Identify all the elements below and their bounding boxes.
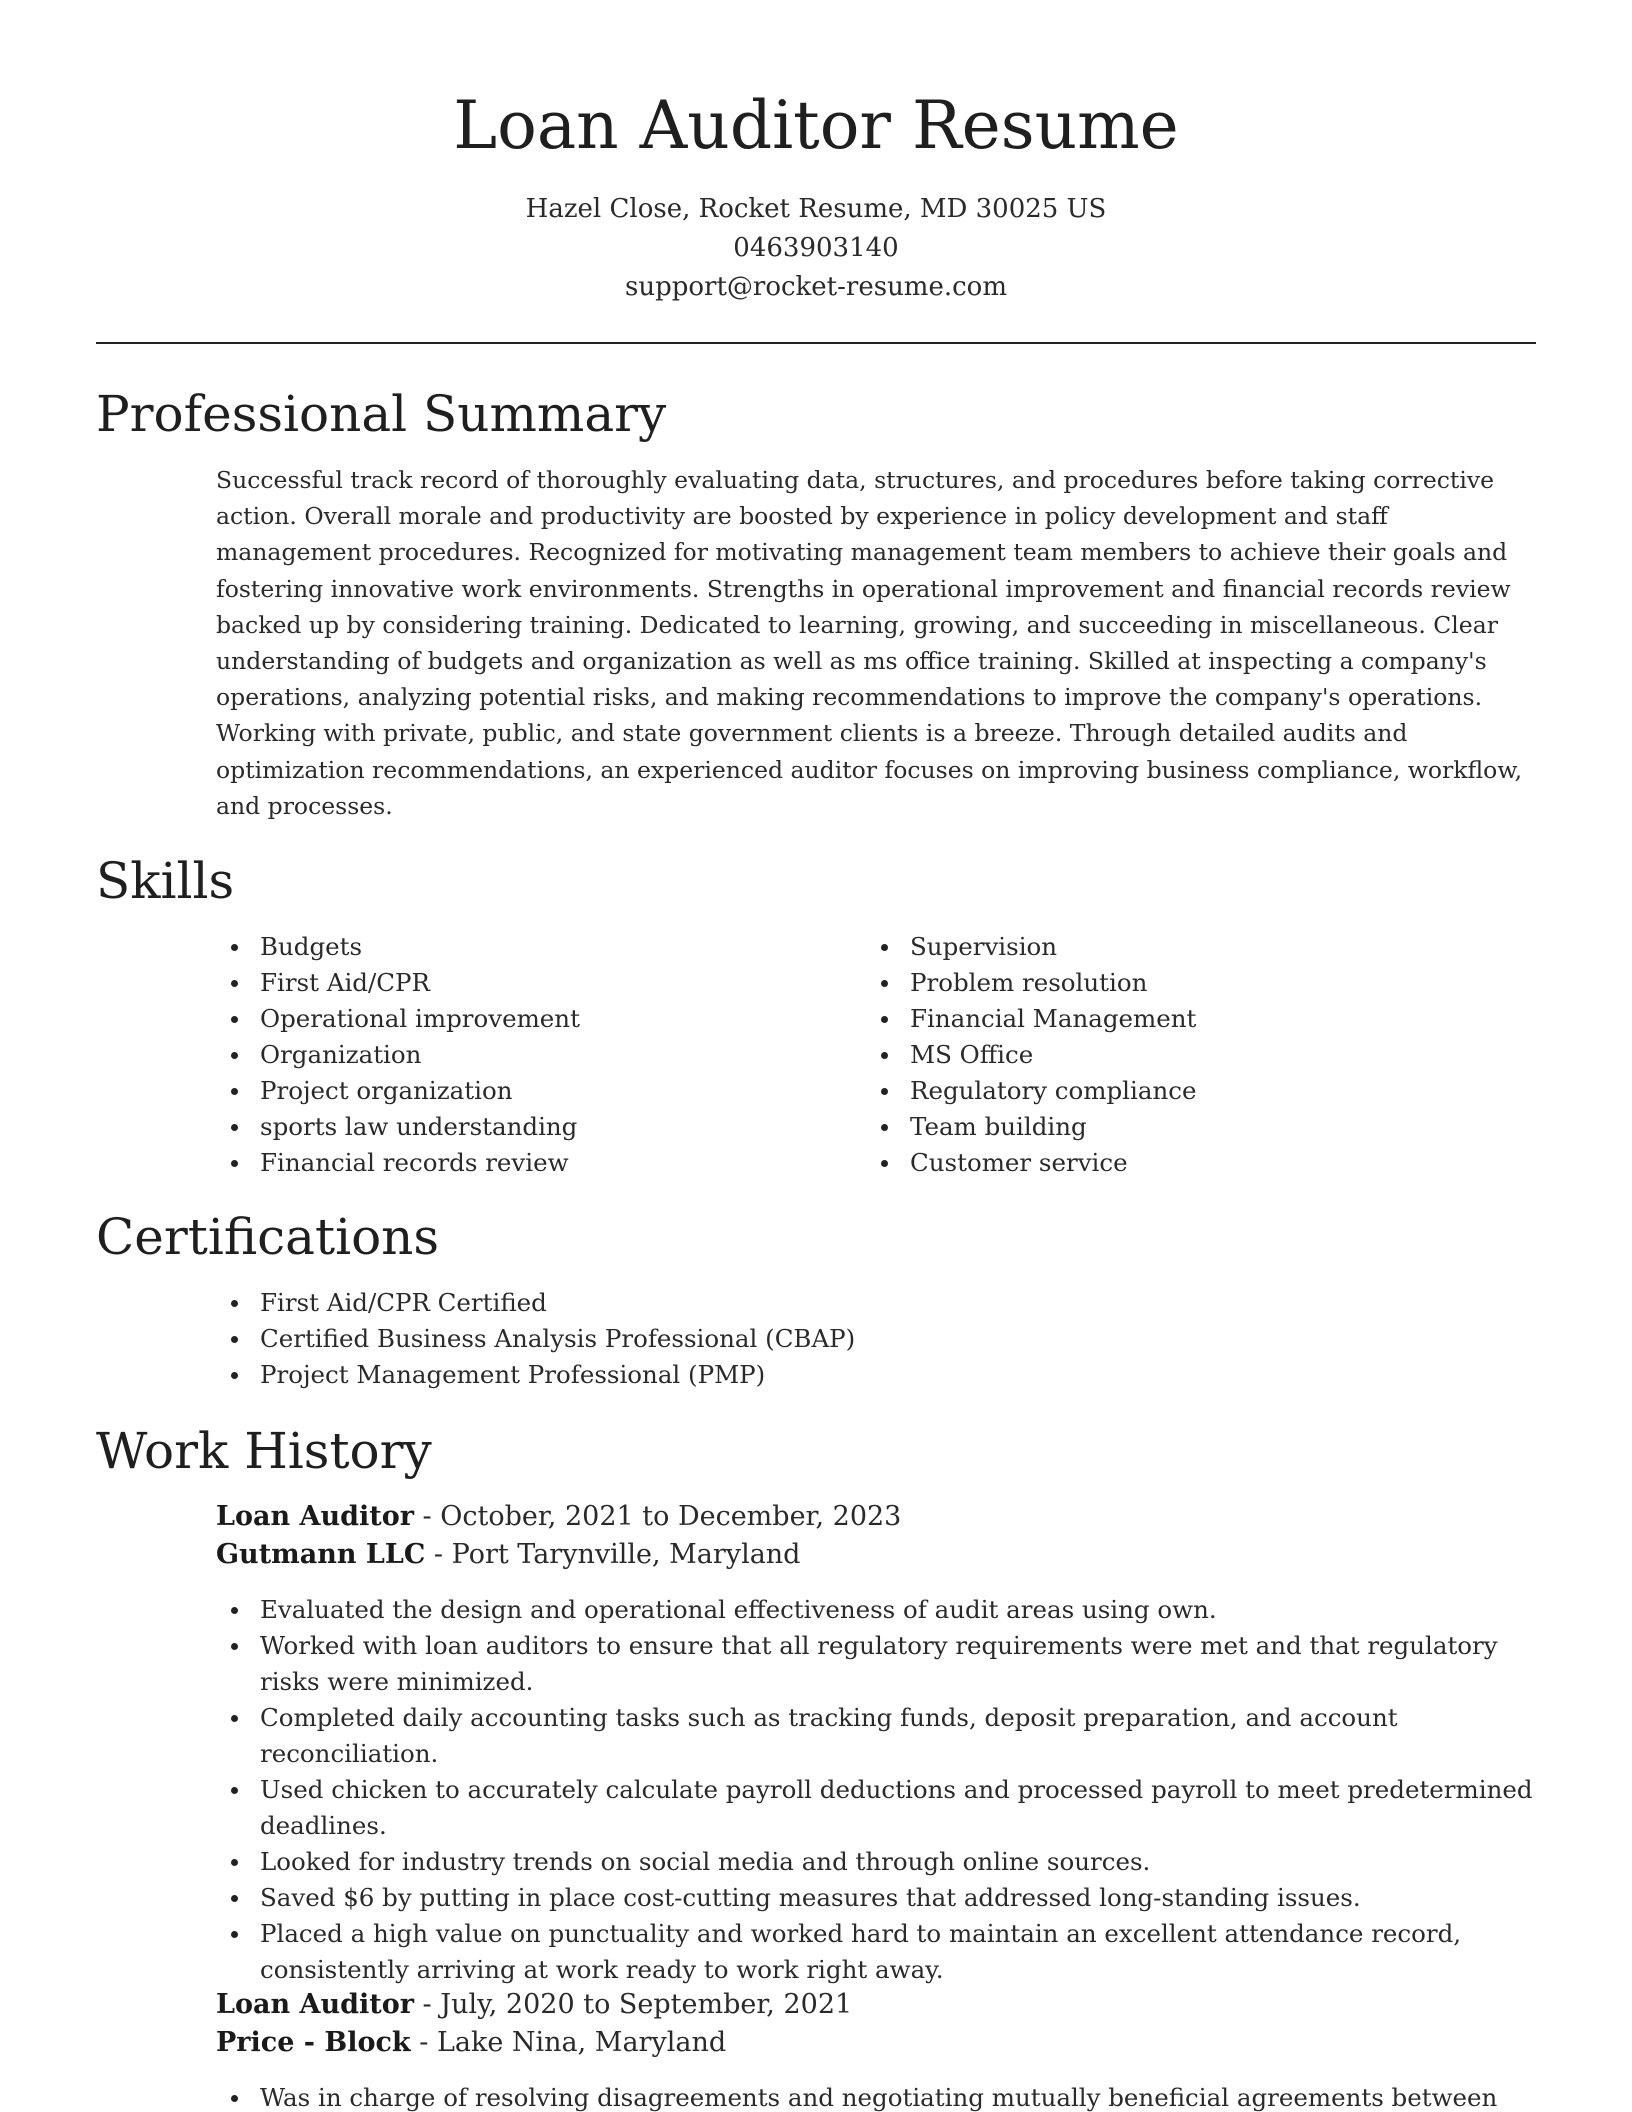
job-company-line [216,1536,1516,1574]
skill-item: Customer service [866,1145,1516,1181]
skill-item: Operational improvement [216,1001,836,1037]
job-bullet: Placed a high value on punctuality and worked hard to maintain an excellent attendance record, consistently arriving at work ready to work right away. [216,1916,1546,1988]
skill-item: Budgets [216,929,836,965]
summary-text: Successful track record of thoroughly evaluating data, structures, and procedures before taking corrective action. Overall morale and productivity are boosted by experience in policy development and staff management procedures. Recognized for motivating management team members to achieve their goals and fostering innovative work environments. Strengths in operational improvement and financial records review backed up by considering training. Dedicated to learning, growing, and succeeding in miscellaneous. Clear understanding of budgets and organization as well as ms office training. Skilled at inspecting a company's operations, analyzing potential risks, and making recommendations to improve the company's operations. Working with private, public, and state government clients is a breeze. Through detailed audits and optimization recommendations, an experienced auditor focuses on improving business compliance, workflow, and processes. [216,466,1523,820]
skill-item: Supervision [866,929,1516,965]
job-bullets [216,1592,1546,1988]
job-location: - Lake Nina, Maryland [410,2027,727,2058]
certification-item: Project Management Professional (PMP) [216,1357,1416,1393]
skills-list-right [866,929,1516,1181]
job-location: - Port Tarynville, Maryland [425,1539,801,1570]
job-company: Gutmann LLC [216,1539,426,1570]
job-title-line [216,1498,1516,1536]
certifications-list [216,1285,1416,1393]
contact-phone: 0463903140 [733,233,899,263]
job-bullet: Saved $6 by putting in place cost-cutting measures that addressed long-standing issues. [216,1880,1546,1916]
certification-item: Certified Business Analysis Professional (CBAP) [216,1321,1416,1357]
job-bullet: Looked for industry trends on social media and through online sources. [216,1844,1546,1880]
job-dates: - July, 2020 to September, 2021 [413,1989,853,2020]
skill-item: Team building [866,1109,1516,1145]
skill-item: Regulatory compliance [866,1073,1516,1109]
certification-item: First Aid/CPR Certified [216,1285,1416,1321]
summary-heading: Professional Summary [96,385,667,443]
contact-email: support@rocket-resume.com [624,272,1007,302]
job-bullets [216,2080,1546,2112]
skill-item: Financial Management [866,1001,1516,1037]
skill-item: Financial records review [216,1145,836,1181]
job-bullet: Used chicken to accurately calculate payroll deductions and processed payroll to meet predetermined deadlines. [216,1772,1546,1844]
skill-item: Project organization [216,1073,836,1109]
header-divider [96,342,1536,344]
job-title: Loan Auditor [216,1501,414,1532]
contact-address: Hazel Close, Rocket Resume, MD 30025 US [525,194,1107,224]
skill-item: First Aid/CPR [216,965,836,1001]
job-title: Loan Auditor [216,1989,414,2020]
job-dates: - October, 2021 to December, 2023 [413,1501,902,1532]
work-history-heading: Work History [96,1422,432,1480]
skill-item: MS Office [866,1037,1516,1073]
job-title-line [216,1986,1516,2024]
job-bullet: Worked with loan auditors to ensure that all regulatory requirements were met and that regulatory risks were minimized. [216,1628,1546,1700]
contact-block [0,190,1632,307]
job-company-line [216,2024,1516,2062]
skills-heading: Skills [96,852,235,910]
certifications-heading: Certifications [96,1208,440,1266]
skill-item: Problem resolution [866,965,1516,1001]
resume-title: Loan Auditor Resume [453,87,1179,164]
skill-item: Organization [216,1037,836,1073]
job-company: Price - Block [216,2027,411,2058]
job-bullet: Completed daily accounting tasks such as tracking funds, deposit preparation, and account reconciliation. [216,1700,1546,1772]
job-bullet: Evaluated the design and operational effectiveness of audit areas using own. [216,1592,1546,1628]
skill-item: sports law understanding [216,1109,836,1145]
job-bullet: Was in charge of resolving disagreements and negotiating mutually beneficial agreements between [216,2080,1546,2112]
skills-list-left [216,929,836,1181]
